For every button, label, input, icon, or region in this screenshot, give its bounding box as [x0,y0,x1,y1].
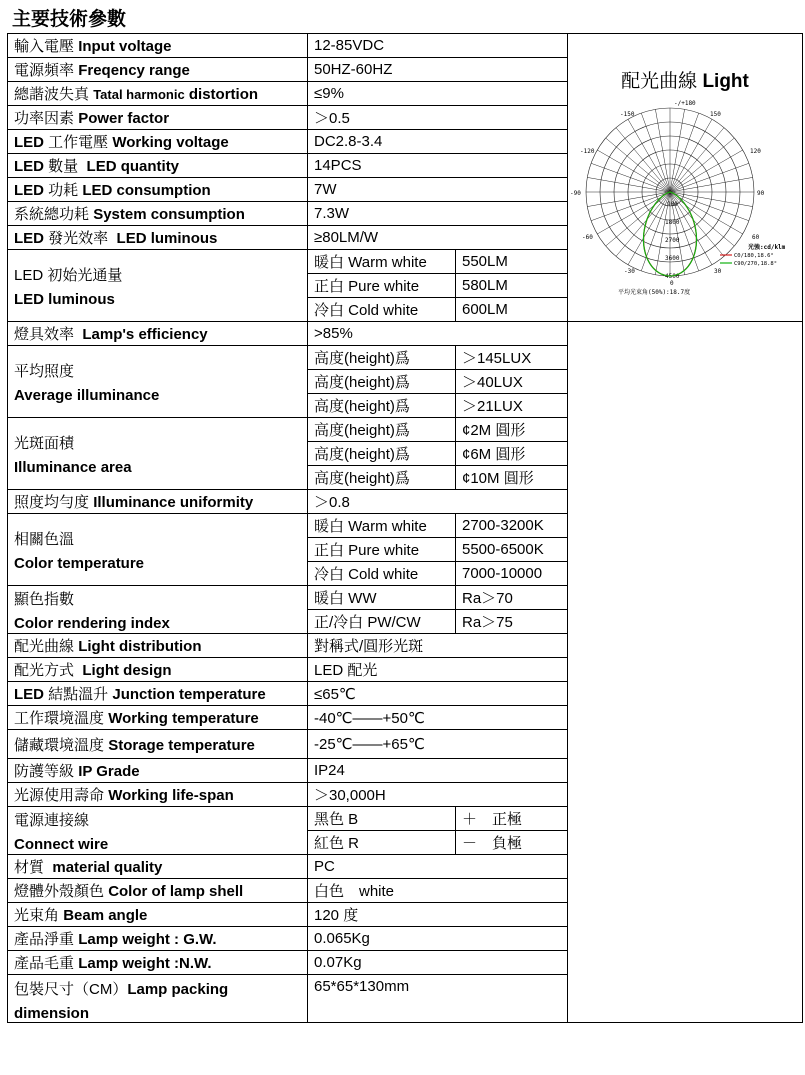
row-label: 功率因素 Power factor [8,106,308,130]
angle-label: -/+180 [674,99,696,107]
radial-label: 3600 [665,254,680,262]
row-value: ≤9% [308,82,568,106]
radial-label: 900 [667,200,678,208]
row-label: LED 結點溫升 Junction temperature [8,682,308,706]
polar-distribution-chart [570,97,799,302]
row-value: 7.3W [308,202,568,226]
angle-label: -30 [624,267,635,275]
wire-color: 紅色 R [308,831,456,855]
row-value: ＞0.5 [308,106,568,130]
row-label: 材質 material quality [8,855,308,879]
light-distribution-panel [568,34,803,322]
cct-type: 暖白 Warm white [308,514,456,538]
row-label: 工作環境溫度 Working temperature [8,706,308,730]
spec-table [7,33,803,1023]
flux-value: 550LM [456,250,568,274]
legend-title: 光強:cd/klm [748,243,786,251]
row-label: 燈體外殼顏色 Color of lamp shell [8,879,308,903]
angle-label: 0 [670,279,674,287]
row-label: 燈具效率 Lamp's efficiency [8,322,308,346]
angle-label: -150 [620,110,635,118]
row-label: LED 數量 LED quantity [8,154,308,178]
row-label: 光源使用壽命 Working life-span [8,783,308,807]
row-label: 相關色溫 Color temperature [8,514,308,586]
row-value: -40℃——+50℃ [308,706,568,730]
row-value: IP24 [308,759,568,783]
cct-value: 5500-6500K [456,538,568,562]
row-value: 0.065Kg [308,927,568,951]
flux-value: 580LM [456,274,568,298]
row-label: LED 功耗 LED consumption [8,178,308,202]
row-value: >85% [308,322,568,346]
spec-row-input-voltage [8,34,803,58]
spec-row-lamp-efficiency [8,322,803,346]
row-label: 光束角 Beam angle [8,903,308,927]
row-value: 14PCS [308,154,568,178]
row-label: 平均照度 Average illuminance [8,346,308,418]
row-label: 輸入電壓 Input voltage [8,34,308,58]
area-value: ¢6M 圓形 [456,442,568,466]
height-condition: 高度(height)爲 [308,442,456,466]
illuminance-value: ＞21LUX [456,394,568,418]
cct-type: 冷白 Cold white [308,562,456,586]
row-label: 產品淨重 Lamp weight : G.W. [8,927,308,951]
row-label: 配光方式 Light design [8,658,308,682]
row-label: 光斑面積 Illuminance area [8,418,308,490]
row-value: ＞30,000H [308,783,568,807]
row-label: 電源連接線 Connect wire [8,807,308,855]
row-value: DC2.8-3.4 [308,130,568,154]
angle-label: 60 [752,233,760,241]
cri-value: Ra＞75 [456,610,568,634]
row-value: 50HZ-60HZ [308,58,568,82]
angle-label: 90 [757,189,765,197]
cct-value: 2700-3200K [456,514,568,538]
row-label: LED 初始光通量 LED luminous [8,250,308,322]
cct-type: 正白 Pure white [308,538,456,562]
row-value: 7W [308,178,568,202]
row-label: 配光曲線 Light distribution [8,634,308,658]
row-label: 儲藏環境溫度 Storage temperature [8,730,308,759]
angle-label: -120 [580,147,595,155]
wire-pole: ＋ 正極 [456,807,568,831]
polar-legend [720,243,786,267]
row-label: 包裝尺寸（CM）Lamp packing dimension [8,975,308,1023]
height-condition: 高度(height)爲 [308,394,456,418]
angle-label: 30 [714,267,722,275]
row-label: 電源頻率 Freqency range [8,58,308,82]
flux-type: 暖白 Warm white [308,250,456,274]
radial-label: 4500 [665,272,680,280]
row-label: 產品毛重 Lamp weight :N.W. [8,951,308,975]
wire-color: 黑色 B [308,807,456,831]
wire-pole: － 負極 [456,831,568,855]
cri-type: 正/冷白 PW/CW [308,610,456,634]
row-label: 總諧波失真 Tatal harmonic distortion [8,82,308,106]
polar-footer: 平均光束角(50%):18.7度 [618,288,691,296]
row-value: ≥80LM/W [308,226,568,250]
row-label: 照度均勻度 Illuminance uniformity [8,490,308,514]
row-value: PC [308,855,568,879]
row-label: 防護等級 IP Grade [8,759,308,783]
flux-value: 600LM [456,298,568,322]
flux-type: 冷白 Cold white [308,298,456,322]
row-value: 白色 white [308,879,568,903]
height-condition: 高度(height)爲 [308,418,456,442]
height-condition: 高度(height)爲 [308,466,456,490]
height-condition: 高度(height)爲 [308,370,456,394]
angle-label: -90 [570,189,581,197]
angle-label: 150 [710,110,721,118]
cri-value: Ra＞70 [456,586,568,610]
area-value: ¢10M 圓形 [456,466,568,490]
row-label: LED 發光效率 LED luminous [8,226,308,250]
row-value: LED 配光 [308,658,568,682]
angle-label: 120 [750,147,761,155]
row-value: 對稱式/圓形光斑 [308,634,568,658]
flux-type: 正白 Pure white [308,274,456,298]
illuminance-value: ＞145LUX [456,346,568,370]
cct-value: 7000-10000 [456,562,568,586]
legend-c90-label: C90/270,18.8° [734,260,778,267]
row-value: ＞0.8 [308,490,568,514]
angle-label: -60 [582,233,593,241]
row-value: 0.07Kg [308,951,568,975]
row-value: 120 度 [308,903,568,927]
height-condition: 高度(height)爲 [308,346,456,370]
row-value: ≤65℃ [308,682,568,706]
area-value: ¢2M 圓形 [456,418,568,442]
row-value: 12-85VDC [308,34,568,58]
illuminance-value: ＞40LUX [456,370,568,394]
row-label: 顯色指數 Color rendering index [8,586,308,634]
light-panel-title: 配光曲線 Light [621,70,749,92]
row-label: LED 工作電壓 Working voltage [8,130,308,154]
page-title: 主要技術參數 [12,9,127,30]
row-value: 65*65*130mm [308,975,568,1023]
cri-type: 暖白 WW [308,586,456,610]
right-blank-cell [568,322,803,1023]
radial-label: 2700 [665,236,680,244]
legend-c0-label: C0/180,18.6° [734,252,774,259]
row-label: 系統總功耗 System consumption [8,202,308,226]
row-value: -25℃——+65℃ [308,730,568,759]
radial-label: 1800 [665,218,680,226]
